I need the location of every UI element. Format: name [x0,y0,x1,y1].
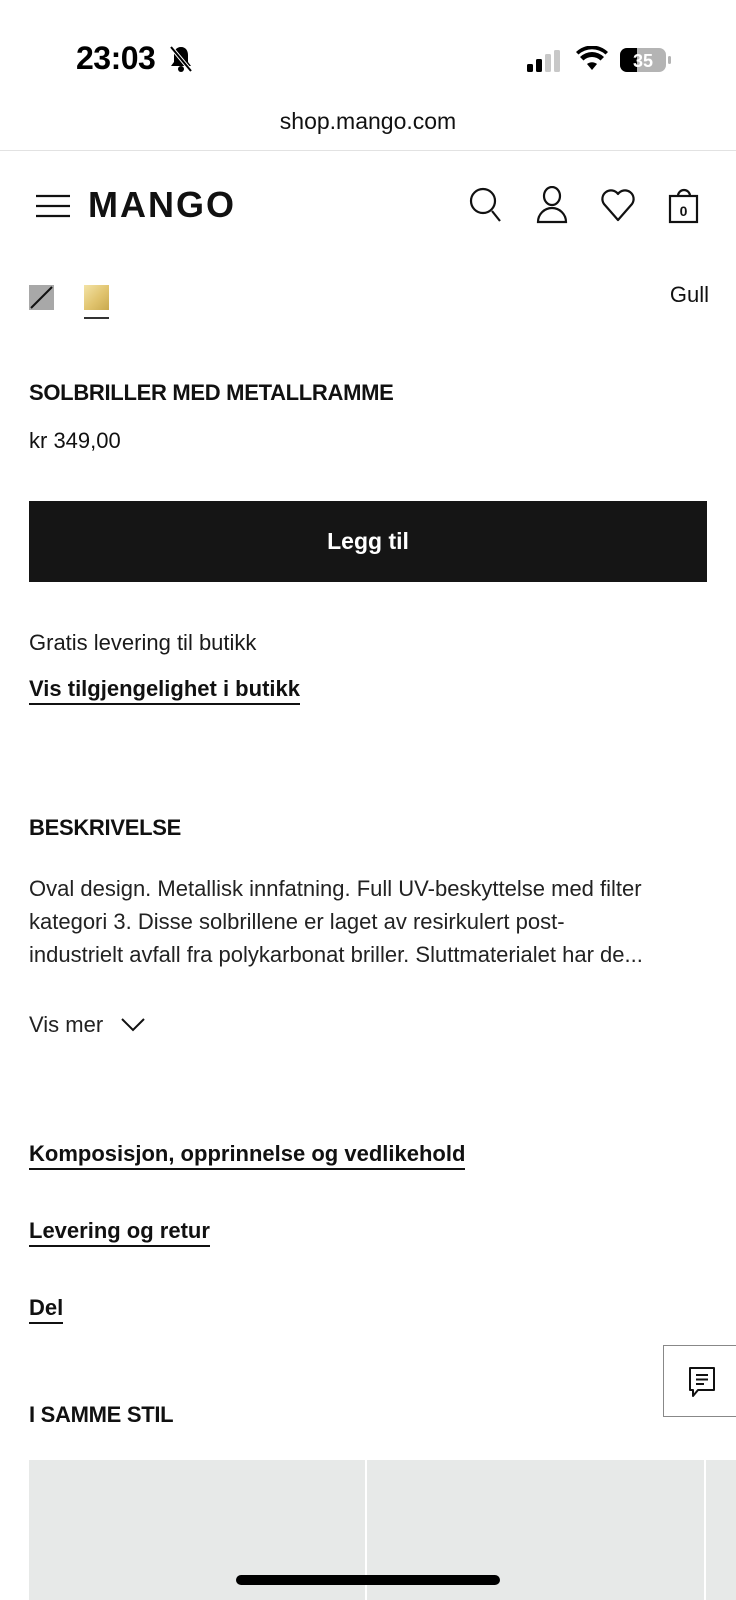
product-title: SOLBRILLER MED METALLRAMME [29,380,394,405]
color-swatch-gold[interactable] [84,285,109,310]
share-link[interactable]: Del [29,1295,63,1324]
add-to-bag-button[interactable]: Legg til [29,501,707,582]
selected-swatch-indicator [84,317,109,319]
status-bar [0,0,736,110]
site-header [0,180,736,232]
color-swatch-gray[interactable] [29,285,54,310]
signal-icon [527,50,563,72]
product-card[interactable] [706,1460,736,1600]
home-indicator[interactable] [236,1575,500,1585]
menu-icon[interactable] [36,194,70,218]
description-heading: BESKRIVELSE [29,815,181,840]
heart-icon[interactable] [600,186,636,224]
free-delivery-text: Gratis levering til butikk [29,630,257,655]
url-divider [0,150,736,151]
unavailable-slash-icon [29,285,54,310]
bag-icon [666,186,702,224]
bell-muted-icon [168,44,194,74]
description-text [29,872,709,971]
show-more-label: Vis mer [29,1012,104,1037]
same-style-heading: I SAMME STIL [29,1402,174,1427]
wifi-icon [576,46,608,72]
delivery-returns-link[interactable]: Levering og retur [29,1218,210,1247]
store-availability-link[interactable]: Vis tilgjengelighet i butikk [29,676,300,705]
description-line: kategori 3. Disse solbrillene er laget av resirkulert post- [29,909,565,934]
url-bar[interactable]: shop.mango.com [279,108,457,134]
selected-color-name: Gull [669,282,709,307]
battery-icon [620,46,672,74]
description-line: Oval design. Metallisk innfatning. Full UV-beskyttelse med filter [29,876,642,901]
chat-button[interactable] [663,1345,736,1417]
chat-icon [688,1366,716,1398]
status-time: 23:03 [76,40,156,76]
svg-text:0: 0 [679,203,688,219]
description-line: industrielt avfall fra polykarbonat briller. Sluttmaterialet har de... [29,942,643,967]
account-icon[interactable] [534,186,570,224]
show-more-button[interactable] [29,1012,145,1038]
bag-button[interactable] [666,186,702,224]
product-price: kr 349,00 [29,428,121,453]
color-selector [29,282,709,322]
search-icon[interactable] [468,186,504,224]
composition-link[interactable]: Komposisjon, opprinnelse og vedlikehold [29,1141,465,1170]
svg-text:35: 35 [632,51,654,71]
mango-logo[interactable]: MANGO [88,184,236,225]
chevron-down-icon [121,1018,145,1032]
